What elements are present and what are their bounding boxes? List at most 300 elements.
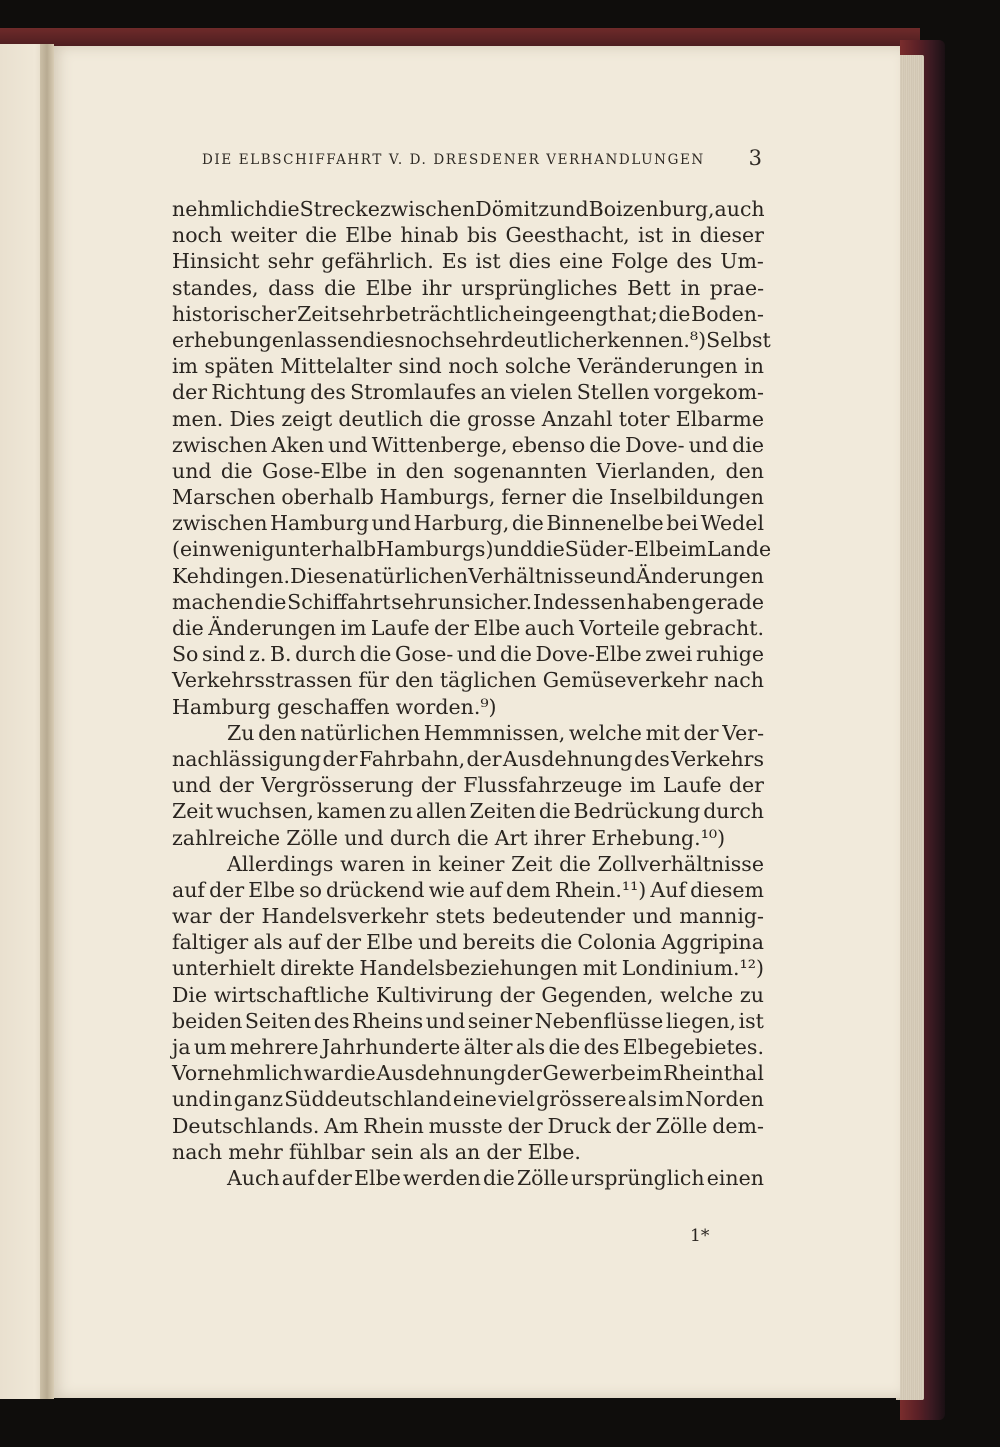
word: Verkehrs xyxy=(671,746,764,771)
word: zu xyxy=(389,799,414,824)
text-line xyxy=(172,1060,764,1086)
word: Hamburg xyxy=(172,694,271,719)
word: Anzahl xyxy=(541,406,613,431)
word: Zölle xyxy=(286,825,339,850)
word: Binnenelbe xyxy=(546,511,664,536)
text-line xyxy=(172,379,764,405)
word: unsicher. xyxy=(437,589,533,614)
word: und xyxy=(371,511,411,536)
word: mit xyxy=(645,720,680,745)
word: ihrer xyxy=(533,825,586,850)
text-line xyxy=(172,851,764,877)
word: auf xyxy=(172,877,206,902)
word: Stromlaufes xyxy=(350,380,477,405)
word: als xyxy=(627,1087,657,1112)
word: Schiffahrt xyxy=(287,589,391,614)
word: die xyxy=(343,1061,376,1086)
word: in xyxy=(376,458,397,483)
word: der xyxy=(466,746,502,771)
word: in xyxy=(744,354,764,379)
word: gefährlich. xyxy=(321,249,434,274)
word: Folge xyxy=(611,249,669,274)
word: Boizenburg, xyxy=(588,197,715,221)
word: solche xyxy=(504,354,572,379)
word: Indessen xyxy=(532,589,626,614)
word: die xyxy=(571,485,604,510)
word: Selbst xyxy=(706,327,771,352)
word: auch xyxy=(524,616,575,640)
word: als xyxy=(515,1035,546,1059)
text-line xyxy=(172,1034,764,1060)
word: Hamburgs, xyxy=(379,485,496,510)
word: sehr xyxy=(455,327,501,352)
word: und xyxy=(688,432,729,457)
word: Vergrösserung xyxy=(261,773,414,798)
word: ihr xyxy=(421,275,452,300)
word: ja xyxy=(172,1035,191,1059)
word: Hamburg xyxy=(270,511,369,536)
word: und xyxy=(344,825,384,850)
word: Druck xyxy=(547,1113,611,1138)
word: zwischen xyxy=(172,432,268,457)
word: direkte xyxy=(280,956,355,981)
word: die xyxy=(548,1035,581,1059)
word: unterhielt xyxy=(172,956,276,981)
word: die xyxy=(559,851,591,876)
word: ganz xyxy=(233,1087,284,1112)
book-top-edge xyxy=(0,28,920,48)
word: Richtung xyxy=(211,380,306,405)
word: vorgekom- xyxy=(653,380,764,405)
word: die xyxy=(658,301,691,326)
word: Hamburgs) xyxy=(376,537,494,562)
word: Ausdehnung xyxy=(376,1061,507,1086)
word: sogenannten xyxy=(453,458,587,483)
word: geschaffen xyxy=(276,694,390,719)
text-line xyxy=(172,196,764,222)
word: Süddeutschland xyxy=(284,1087,452,1112)
word: mehr xyxy=(228,1139,283,1164)
word: machen xyxy=(172,589,254,614)
word: auf xyxy=(468,877,502,902)
word: Harburg, xyxy=(413,511,510,536)
word: deutlich xyxy=(338,406,423,431)
word: im xyxy=(680,537,707,562)
word: wirtschaftliche xyxy=(213,982,370,1007)
word: durch xyxy=(295,642,356,667)
word: Colonia xyxy=(577,930,657,955)
word: Gose-Elbe xyxy=(262,458,368,483)
word: diesem xyxy=(690,877,764,902)
word: Zölle xyxy=(655,1113,708,1138)
word: Art xyxy=(494,825,528,850)
text-line xyxy=(172,458,764,484)
word: Bett xyxy=(627,275,671,300)
word: Die xyxy=(172,982,208,1007)
word: historischer xyxy=(172,301,297,326)
word: Verhältnisse xyxy=(468,563,597,588)
word: Auch xyxy=(227,1165,280,1190)
word: Wittenberge, xyxy=(371,432,508,457)
word: dem xyxy=(506,877,551,902)
word: zu xyxy=(739,982,764,1007)
word: durch xyxy=(703,799,764,824)
word: Deutschlands. xyxy=(172,1113,320,1138)
word: Süder-Elbe xyxy=(564,537,681,562)
word: Elbarme xyxy=(675,406,764,431)
word: bis xyxy=(466,223,498,248)
word: mehrere xyxy=(229,1035,319,1059)
word: die xyxy=(429,406,461,431)
word: Vierlanden, xyxy=(596,458,717,483)
word: des xyxy=(310,380,346,405)
word: der xyxy=(499,982,535,1007)
word: hat; xyxy=(617,301,658,326)
text-line xyxy=(172,1165,764,1191)
word: Laufe xyxy=(662,773,722,798)
word: Laufe xyxy=(370,616,430,640)
word: Seiten xyxy=(244,1008,312,1033)
text-line xyxy=(172,1086,764,1112)
text-line xyxy=(172,510,764,536)
word: des xyxy=(313,1008,350,1033)
word: in xyxy=(411,851,432,876)
word: Gose- xyxy=(395,642,454,667)
word: an xyxy=(454,1139,481,1164)
word: fühlbar xyxy=(288,1139,365,1164)
word: zahlreiche xyxy=(172,825,281,850)
word: Dies xyxy=(229,406,276,431)
word: sehr xyxy=(267,249,314,274)
word: So xyxy=(172,642,199,667)
word: worden.⁹) xyxy=(395,694,497,719)
word: den xyxy=(258,720,297,745)
word: ferner xyxy=(501,485,566,510)
word: prae- xyxy=(709,275,764,300)
word: deutlich xyxy=(500,327,586,352)
word: Ver- xyxy=(722,720,764,745)
word: der xyxy=(615,1113,651,1138)
word: Zölle xyxy=(516,1165,569,1190)
word: men. xyxy=(172,406,224,431)
word: späten xyxy=(204,354,274,379)
word: und xyxy=(425,1008,466,1033)
word: im xyxy=(658,1087,685,1112)
word: faltiger xyxy=(172,930,249,955)
word: mit xyxy=(582,956,617,981)
word: unterhalb xyxy=(274,537,377,562)
word: sind xyxy=(398,354,442,379)
word: dass xyxy=(268,275,315,300)
word: toter xyxy=(618,406,670,431)
word: für xyxy=(358,668,389,693)
text-line xyxy=(172,248,764,274)
word: die xyxy=(482,1165,515,1190)
word: Strecke xyxy=(299,197,380,221)
word: wenig xyxy=(211,537,275,562)
word: Diese xyxy=(290,563,348,588)
text-line xyxy=(172,903,764,929)
word: nach xyxy=(172,1139,223,1164)
word: Londinium.¹²) xyxy=(621,956,764,981)
word: den xyxy=(405,458,445,483)
word: der xyxy=(209,877,245,902)
word: eingeengt xyxy=(512,301,617,326)
word: zwischen xyxy=(172,511,268,536)
word: ist xyxy=(637,223,664,248)
word: Rheins xyxy=(352,1008,424,1033)
word: der xyxy=(172,380,208,405)
word: der xyxy=(316,1165,352,1190)
word: Vorteile xyxy=(579,616,660,640)
word: wie xyxy=(428,877,465,902)
word: Zollverhältnisse xyxy=(597,851,764,876)
word: und xyxy=(418,930,458,955)
word: der xyxy=(325,930,362,955)
word: des xyxy=(583,1035,620,1059)
word: allen xyxy=(415,799,467,824)
word: welche xyxy=(568,720,642,745)
word: des xyxy=(676,249,713,274)
word: z. xyxy=(249,642,267,667)
word: Kehdingen. xyxy=(172,563,290,588)
word: der xyxy=(420,773,456,798)
word: natürlichen xyxy=(300,720,421,745)
text-line xyxy=(172,1113,764,1139)
word: Ausdehnung xyxy=(502,746,633,771)
word: Kultivirung xyxy=(375,982,493,1007)
word: Auf xyxy=(650,877,686,902)
word: noch xyxy=(448,354,499,379)
word: Änderungen xyxy=(636,563,764,588)
word: Gemüseverkehr xyxy=(542,668,708,693)
word: als xyxy=(419,1139,449,1164)
word: Flussfahrzeuge xyxy=(463,773,623,798)
word: gerade xyxy=(691,589,764,614)
text-line xyxy=(172,929,764,955)
word: Erhebung.¹⁰) xyxy=(591,825,726,850)
word: ist xyxy=(738,1008,764,1033)
word: hinab xyxy=(400,223,459,248)
word: älter xyxy=(463,1035,513,1059)
word: haben xyxy=(626,589,691,614)
word: sehr xyxy=(391,589,437,614)
word: in xyxy=(212,1087,233,1112)
word: Dove-Elbe xyxy=(535,642,642,667)
word: der xyxy=(507,1113,543,1138)
word: grössere xyxy=(536,1087,627,1112)
word: beiden xyxy=(172,1008,243,1033)
word: Zeit xyxy=(297,301,339,326)
word: Rheinthal xyxy=(663,1061,764,1086)
word: und xyxy=(172,773,212,798)
word: durch xyxy=(389,825,451,850)
text-line xyxy=(172,536,772,562)
word: Norden xyxy=(685,1087,764,1112)
word: Wedel xyxy=(700,511,764,536)
word: werden xyxy=(402,1165,481,1190)
word: Aggripina xyxy=(661,930,764,955)
word: Bedrückung xyxy=(573,799,701,824)
word: dies xyxy=(508,249,552,274)
word: die xyxy=(532,537,565,562)
word: war xyxy=(303,1061,344,1086)
word: ist xyxy=(475,249,501,274)
word: Gewerbe xyxy=(542,1061,636,1086)
word: Handelsbeziehungen xyxy=(359,956,578,981)
word: Dove- xyxy=(625,432,685,457)
word: und xyxy=(493,537,533,562)
word: Verkehrsstrassen xyxy=(172,668,353,693)
word: Es xyxy=(441,249,468,274)
text-line xyxy=(172,589,764,615)
text-line xyxy=(172,327,771,353)
word: Handelsverkehr xyxy=(261,904,429,929)
text-line xyxy=(172,301,764,327)
running-head xyxy=(154,144,762,174)
word: wuchsen, xyxy=(216,799,314,824)
word: die xyxy=(500,642,532,667)
word: die xyxy=(511,511,544,536)
word: Geesthacht, xyxy=(505,223,630,248)
word: der xyxy=(322,746,358,771)
word: eine xyxy=(559,249,604,274)
word: den xyxy=(725,458,764,483)
word: weiter xyxy=(230,223,297,248)
word: seiner xyxy=(467,1008,533,1033)
word: der xyxy=(218,904,255,929)
word: Mittelalter xyxy=(280,354,392,379)
word: keiner xyxy=(438,851,505,876)
word: Nebenflüsse xyxy=(534,1008,664,1033)
word: lassen xyxy=(297,327,363,352)
text-line xyxy=(172,825,764,851)
word: die xyxy=(540,930,573,955)
word: sein xyxy=(370,1139,414,1164)
word: die xyxy=(220,458,253,483)
word: und xyxy=(596,563,636,588)
word: um xyxy=(193,1035,227,1059)
word: vielen xyxy=(510,380,573,405)
word: ursprünglich xyxy=(570,1165,705,1190)
word: der xyxy=(486,1139,522,1164)
word: Zeit xyxy=(511,851,553,876)
word: dieser xyxy=(699,223,764,248)
word: die xyxy=(305,223,338,248)
word: im xyxy=(172,354,198,379)
word: und xyxy=(328,432,368,457)
word: als xyxy=(253,930,283,955)
word: Rhein.¹¹) xyxy=(554,877,647,902)
word: mannig- xyxy=(679,904,764,929)
word: den xyxy=(395,668,434,693)
word: Elbe xyxy=(473,616,521,640)
word: einen xyxy=(706,1165,764,1190)
word: zwei xyxy=(645,642,693,667)
word: in xyxy=(680,275,701,300)
text-line xyxy=(172,222,764,248)
word: der xyxy=(728,773,764,798)
word: erhebungen xyxy=(172,327,298,352)
word: Elbe xyxy=(365,275,413,300)
text-line xyxy=(172,484,764,510)
word: nachlässigung xyxy=(172,746,322,771)
word: gebracht. xyxy=(664,616,764,640)
word: ruhige xyxy=(695,642,764,667)
word: Boden- xyxy=(691,301,764,326)
text-line xyxy=(172,406,764,432)
word: zwischen xyxy=(379,197,476,221)
word: Vornehmlich xyxy=(172,1061,303,1086)
word: kamen xyxy=(316,799,387,824)
word: viel xyxy=(498,1087,535,1112)
word: auch xyxy=(714,197,765,221)
text-line xyxy=(172,955,764,981)
word: auf xyxy=(287,930,321,955)
word: natürlichen xyxy=(348,563,468,588)
word: liegen, xyxy=(665,1008,737,1033)
word: die xyxy=(324,275,356,300)
word: grosse xyxy=(467,406,536,431)
signature-mark: 1* xyxy=(690,1226,710,1246)
word: noch xyxy=(172,223,223,248)
word: B. xyxy=(269,642,292,667)
text-line xyxy=(172,877,764,903)
word: sind xyxy=(202,642,246,667)
word: standes, xyxy=(172,275,259,300)
word: Änderungen xyxy=(208,616,337,640)
word: nehmlich xyxy=(172,197,268,221)
word: erkennen.⁸) xyxy=(585,327,707,352)
word: der xyxy=(434,616,470,640)
word: der xyxy=(683,720,719,745)
text-line xyxy=(172,667,764,693)
word: Elbe xyxy=(354,1165,401,1190)
word: und xyxy=(172,458,212,483)
word: die xyxy=(456,825,489,850)
word: zeigt xyxy=(281,406,333,431)
word: im xyxy=(340,616,367,640)
running-title: DIE ELBSCHIFFAHRT V. D. DRESDENER VERHANDLUNGEN xyxy=(202,152,705,168)
word: ebenso xyxy=(511,432,586,457)
word: Inselbildungen xyxy=(609,485,764,510)
word: Zeiten xyxy=(469,799,536,824)
text-line xyxy=(172,1008,764,1034)
word: musste xyxy=(428,1113,503,1138)
word: bereits xyxy=(462,930,536,955)
word: des xyxy=(633,746,670,771)
word: war xyxy=(172,904,212,929)
word: Aken xyxy=(271,432,325,457)
text-line xyxy=(172,563,764,589)
word: Am xyxy=(324,1113,359,1138)
word: Hemmnissen, xyxy=(423,720,566,745)
word: dem- xyxy=(712,1113,764,1138)
word: Lande xyxy=(706,537,772,562)
word: Elbe xyxy=(366,930,413,955)
word: bei xyxy=(666,511,699,536)
word: im xyxy=(629,773,656,798)
word: Dömitz xyxy=(475,197,550,221)
word: Um- xyxy=(720,249,764,274)
word: Hinsicht xyxy=(172,249,260,274)
word: die xyxy=(172,616,204,640)
word: der xyxy=(218,773,254,798)
word: Elbegebietes. xyxy=(622,1035,764,1059)
text-line xyxy=(172,1139,764,1165)
word: und xyxy=(632,904,672,929)
word: die xyxy=(359,642,392,667)
